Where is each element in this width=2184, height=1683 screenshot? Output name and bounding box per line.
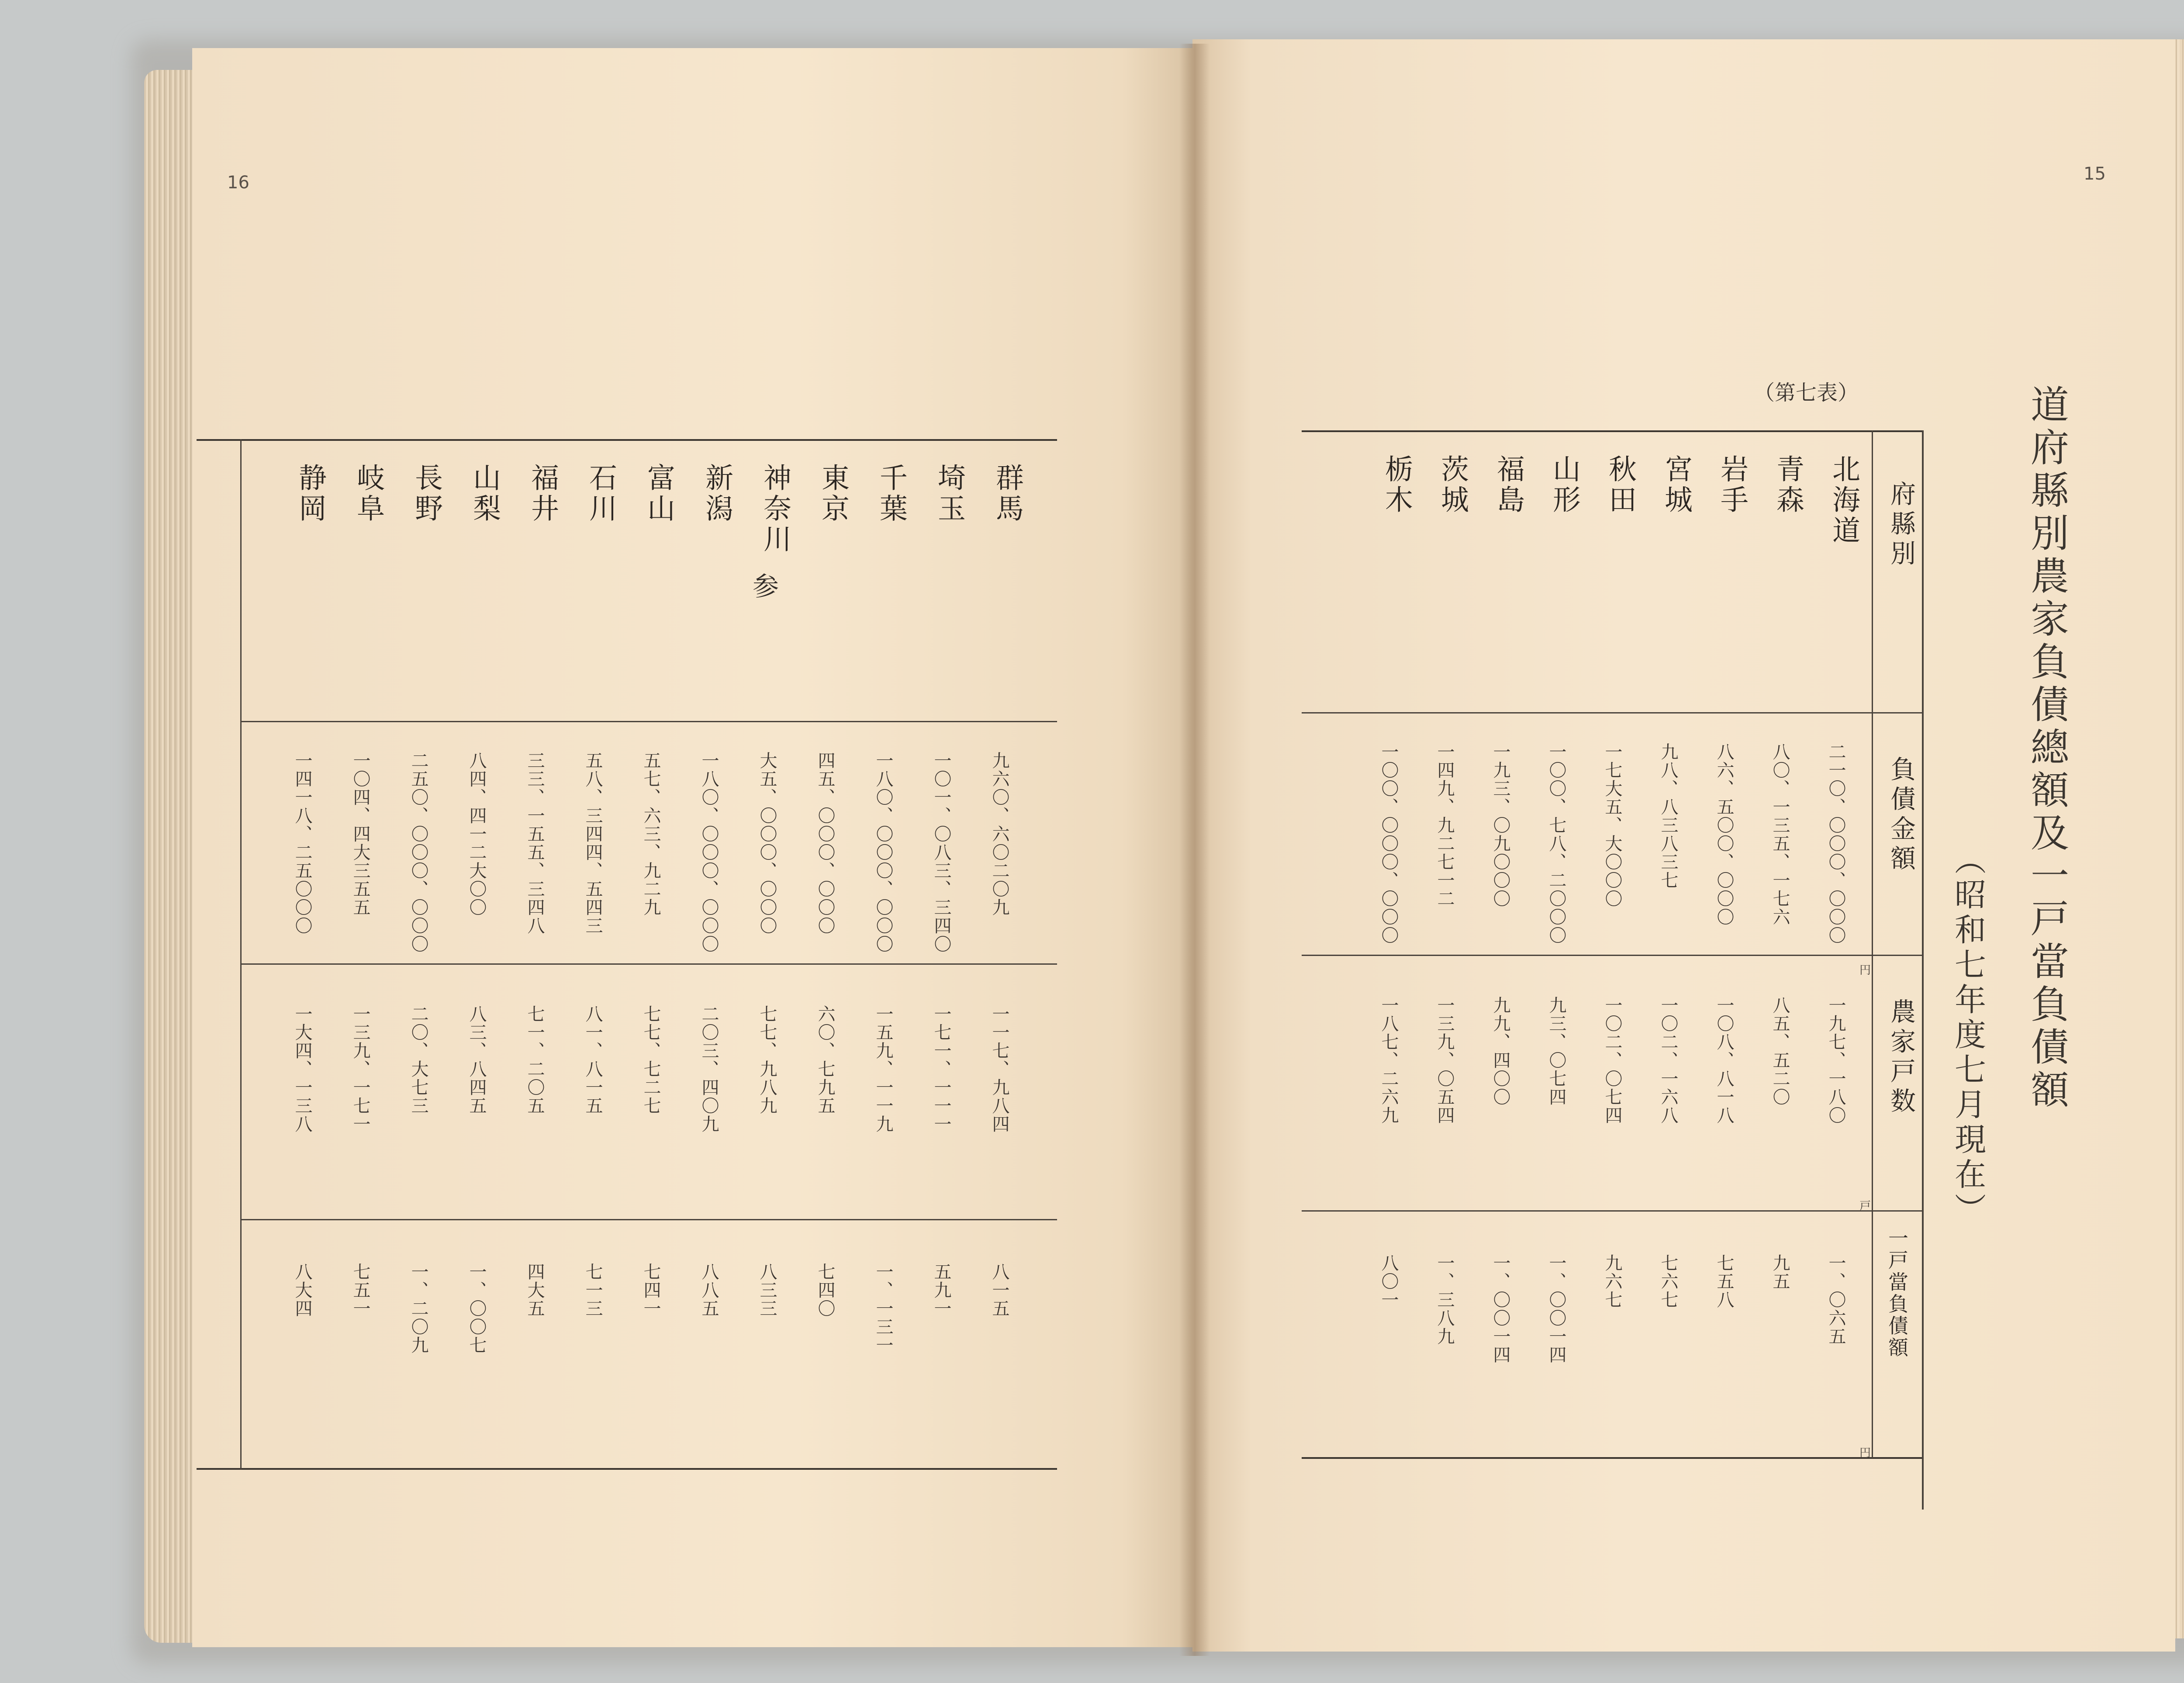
per-household-cell: 八一五 <box>989 1263 1009 1318</box>
debt-total-cell: 一〇〇、〇〇〇、〇〇〇 <box>1379 743 1399 945</box>
per-household-cell: 八〇一 <box>1379 1254 1399 1309</box>
per-household-cell: 九六七 <box>1602 1254 1622 1309</box>
debt-total-cell: 四五、〇〇〇、〇〇〇 <box>815 751 835 935</box>
households-cell: 八三、八四五 <box>467 1005 487 1115</box>
debt-total-cell: 一四一八、二五〇〇〇 <box>292 751 312 935</box>
prefecture-cell: 埼玉 <box>933 463 965 524</box>
debt-total-cell: 二一〇、〇〇〇、〇〇〇 <box>1826 743 1846 945</box>
table-left-border <box>240 439 242 1469</box>
prefecture-cell: 栃木 <box>1380 454 1413 516</box>
header-prefecture: 府縣別 <box>1886 481 1916 570</box>
prefecture-cell: 東京 <box>817 463 849 524</box>
prefecture-cell: 北海道 <box>1828 454 1860 546</box>
prefecture-cell: 青森 <box>1772 454 1804 516</box>
households-cell: 七七、九八九 <box>757 1005 777 1115</box>
per-household-cell: 七四一 <box>641 1263 661 1318</box>
prefecture-cell: 富山 <box>643 463 675 524</box>
households-cell: 二〇、大七三 <box>408 1005 429 1115</box>
per-household-cell: 七六七 <box>1658 1254 1678 1309</box>
unit-yen-per: 円 <box>1859 1447 1871 1460</box>
right-page <box>1192 39 2175 1652</box>
prefecture-cell: 石川 <box>584 463 617 524</box>
header-debt-total: 負債金額 <box>1886 756 1916 875</box>
section-mark: 参 <box>748 572 779 599</box>
per-household-cell: 七五八 <box>1714 1254 1734 1309</box>
debt-total-cell: 一八〇、〇〇〇、〇〇〇 <box>873 751 893 953</box>
debt-total-cell: 一九三、〇九〇〇〇 <box>1490 743 1510 908</box>
prefecture-cell: 山形 <box>1548 454 1580 516</box>
households-cell: 一一七、九八四 <box>989 1005 1009 1133</box>
debt-total-cell: 大五、〇〇〇、〇〇〇 <box>757 751 777 935</box>
debt-total-cell: 一八〇、〇〇〇、〇〇〇 <box>699 751 719 953</box>
debt-total-cell: 一〇〇、七八、二〇〇〇 <box>1546 743 1566 945</box>
left-page <box>192 48 1192 1647</box>
debt-total-cell: 二五〇、〇〇〇、〇〇〇 <box>408 751 429 953</box>
per-household-cell: 一、三八九 <box>1434 1254 1455 1346</box>
prefecture-cell: 静岡 <box>294 463 326 524</box>
prefecture-cell: 新潟 <box>701 463 733 524</box>
debt-total-cell: 九六〇、六〇二〇九 <box>989 751 1009 917</box>
debt-total-cell: 一七大五、大〇〇〇 <box>1602 743 1622 908</box>
debt-total-cell: 八六、五〇〇、〇〇〇 <box>1714 743 1734 926</box>
unit-households: 戸 <box>1859 1200 1871 1213</box>
households-cell: 一五九、一一九 <box>873 1005 893 1133</box>
per-household-cell: 七一三 <box>583 1263 603 1318</box>
households-cell: 一〇二、一六八 <box>1658 996 1678 1125</box>
per-household-cell: 四大五 <box>525 1263 545 1318</box>
households-cell: 七七、七二七 <box>641 1005 661 1115</box>
per-household-cell: 九五 <box>1770 1254 1790 1291</box>
prefecture-cell: 長野 <box>410 463 442 524</box>
per-household-cell: 五九一 <box>931 1263 951 1318</box>
debt-total-cell: 一〇四、四大三五五 <box>350 751 370 917</box>
prefecture-cell: 千葉 <box>875 463 907 524</box>
debt-total-cell: 一〇一、〇八三、三四〇 <box>931 751 951 953</box>
per-household-cell: 一、〇〇七 <box>467 1263 487 1354</box>
households-cell: 一九七、一八〇 <box>1826 996 1846 1125</box>
households-cell: 一大四、一三八 <box>292 1005 312 1133</box>
book-gutter <box>1179 44 1210 1656</box>
households-cell: 九九、四〇〇 <box>1490 996 1510 1106</box>
debt-total-cell: 八四、四一二大〇〇 <box>467 751 487 917</box>
households-cell: 七一、二〇五 <box>525 1005 545 1115</box>
prefecture-cell: 福島 <box>1492 454 1524 516</box>
table-rule-1 <box>240 721 1057 722</box>
debt-total-cell: 五八、三四四、五四三 <box>583 751 603 935</box>
prefecture-cell: 宮城 <box>1660 454 1692 516</box>
households-cell: 一三九、〇五四 <box>1434 996 1455 1125</box>
table-top-rule-right <box>1302 430 1922 432</box>
households-cell: 一三九、一七一 <box>350 1005 370 1133</box>
per-household-cell: 一、〇〇一四 <box>1546 1254 1566 1364</box>
table-rule-3-right <box>1302 1210 1922 1212</box>
table-rule-2 <box>240 963 1057 965</box>
prefecture-cell: 群馬 <box>991 463 1023 524</box>
page-number-left: 16 <box>227 173 249 193</box>
table-bottom-rule-right <box>1302 1457 1922 1459</box>
header-households: 農家戸数 <box>1886 998 1916 1117</box>
households-cell: 二〇三、四〇九 <box>699 1005 719 1133</box>
households-cell: 九三、〇七四 <box>1546 996 1566 1106</box>
prefecture-cell: 神奈川 <box>759 463 791 555</box>
table-rule-3 <box>240 1219 1057 1220</box>
per-household-cell: 一、〇〇一四 <box>1490 1254 1510 1364</box>
prefecture-cell: 山梨 <box>468 463 501 524</box>
table-top-rule <box>197 439 1057 441</box>
per-household-cell: 八八五 <box>699 1263 719 1318</box>
page-title: 道府縣別農家負債總額及一戸當負債額 <box>2025 384 2070 1112</box>
per-household-cell: 一、〇六五 <box>1826 1254 1846 1346</box>
header-column-divider <box>1872 430 1873 1458</box>
debt-total-cell: 九八、八三八三七 <box>1658 743 1678 890</box>
households-cell: 一七一、一一一 <box>931 1005 951 1133</box>
per-household-cell: 一、一三一 <box>873 1263 893 1354</box>
debt-total-cell: 一四九、九二七一二 <box>1434 743 1455 908</box>
table-label: （第七表） <box>1754 381 1859 405</box>
prefecture-cell: 岩手 <box>1716 454 1748 516</box>
page-number-right: 15 <box>2084 164 2106 184</box>
debt-total-cell: 三三、一五五、三四八 <box>525 751 545 935</box>
per-household-cell: 一、二〇九 <box>408 1263 429 1354</box>
households-cell: 六〇、七九五 <box>815 1005 835 1115</box>
households-cell: 一〇二、〇七四 <box>1602 996 1622 1125</box>
table-rule-2-right <box>1302 955 1922 956</box>
per-household-cell: 七四〇 <box>815 1263 835 1318</box>
table-right-border <box>1922 430 1924 1510</box>
prefecture-cell: 茨城 <box>1436 454 1469 516</box>
households-cell: 一八七、二六九 <box>1379 996 1399 1125</box>
table-rule-1-right <box>1302 712 1922 713</box>
prefecture-cell: 岐阜 <box>352 463 384 524</box>
table-bottom-rule <box>197 1468 1057 1470</box>
households-cell: 八五、五二〇 <box>1770 996 1790 1106</box>
debt-total-cell: 五七、六三、九二九 <box>641 751 661 917</box>
per-household-cell: 八三三 <box>757 1263 777 1318</box>
per-household-cell: 八大四 <box>292 1263 312 1318</box>
header-per-household: 一戸當負債額 <box>1885 1228 1909 1359</box>
debt-total-cell: 八〇、一三五、一七六 <box>1770 743 1790 926</box>
prefecture-cell: 秋田 <box>1604 454 1636 516</box>
per-household-cell: 七五一 <box>350 1263 370 1318</box>
households-cell: 八一、八一五 <box>583 1005 603 1115</box>
unit-yen-debt: 円 <box>1859 964 1871 977</box>
prefecture-cell: 福井 <box>526 463 559 524</box>
page-subtitle: （昭和七年度七月現在） <box>1949 843 1986 1228</box>
households-cell: 一〇八、八一八 <box>1714 996 1734 1125</box>
